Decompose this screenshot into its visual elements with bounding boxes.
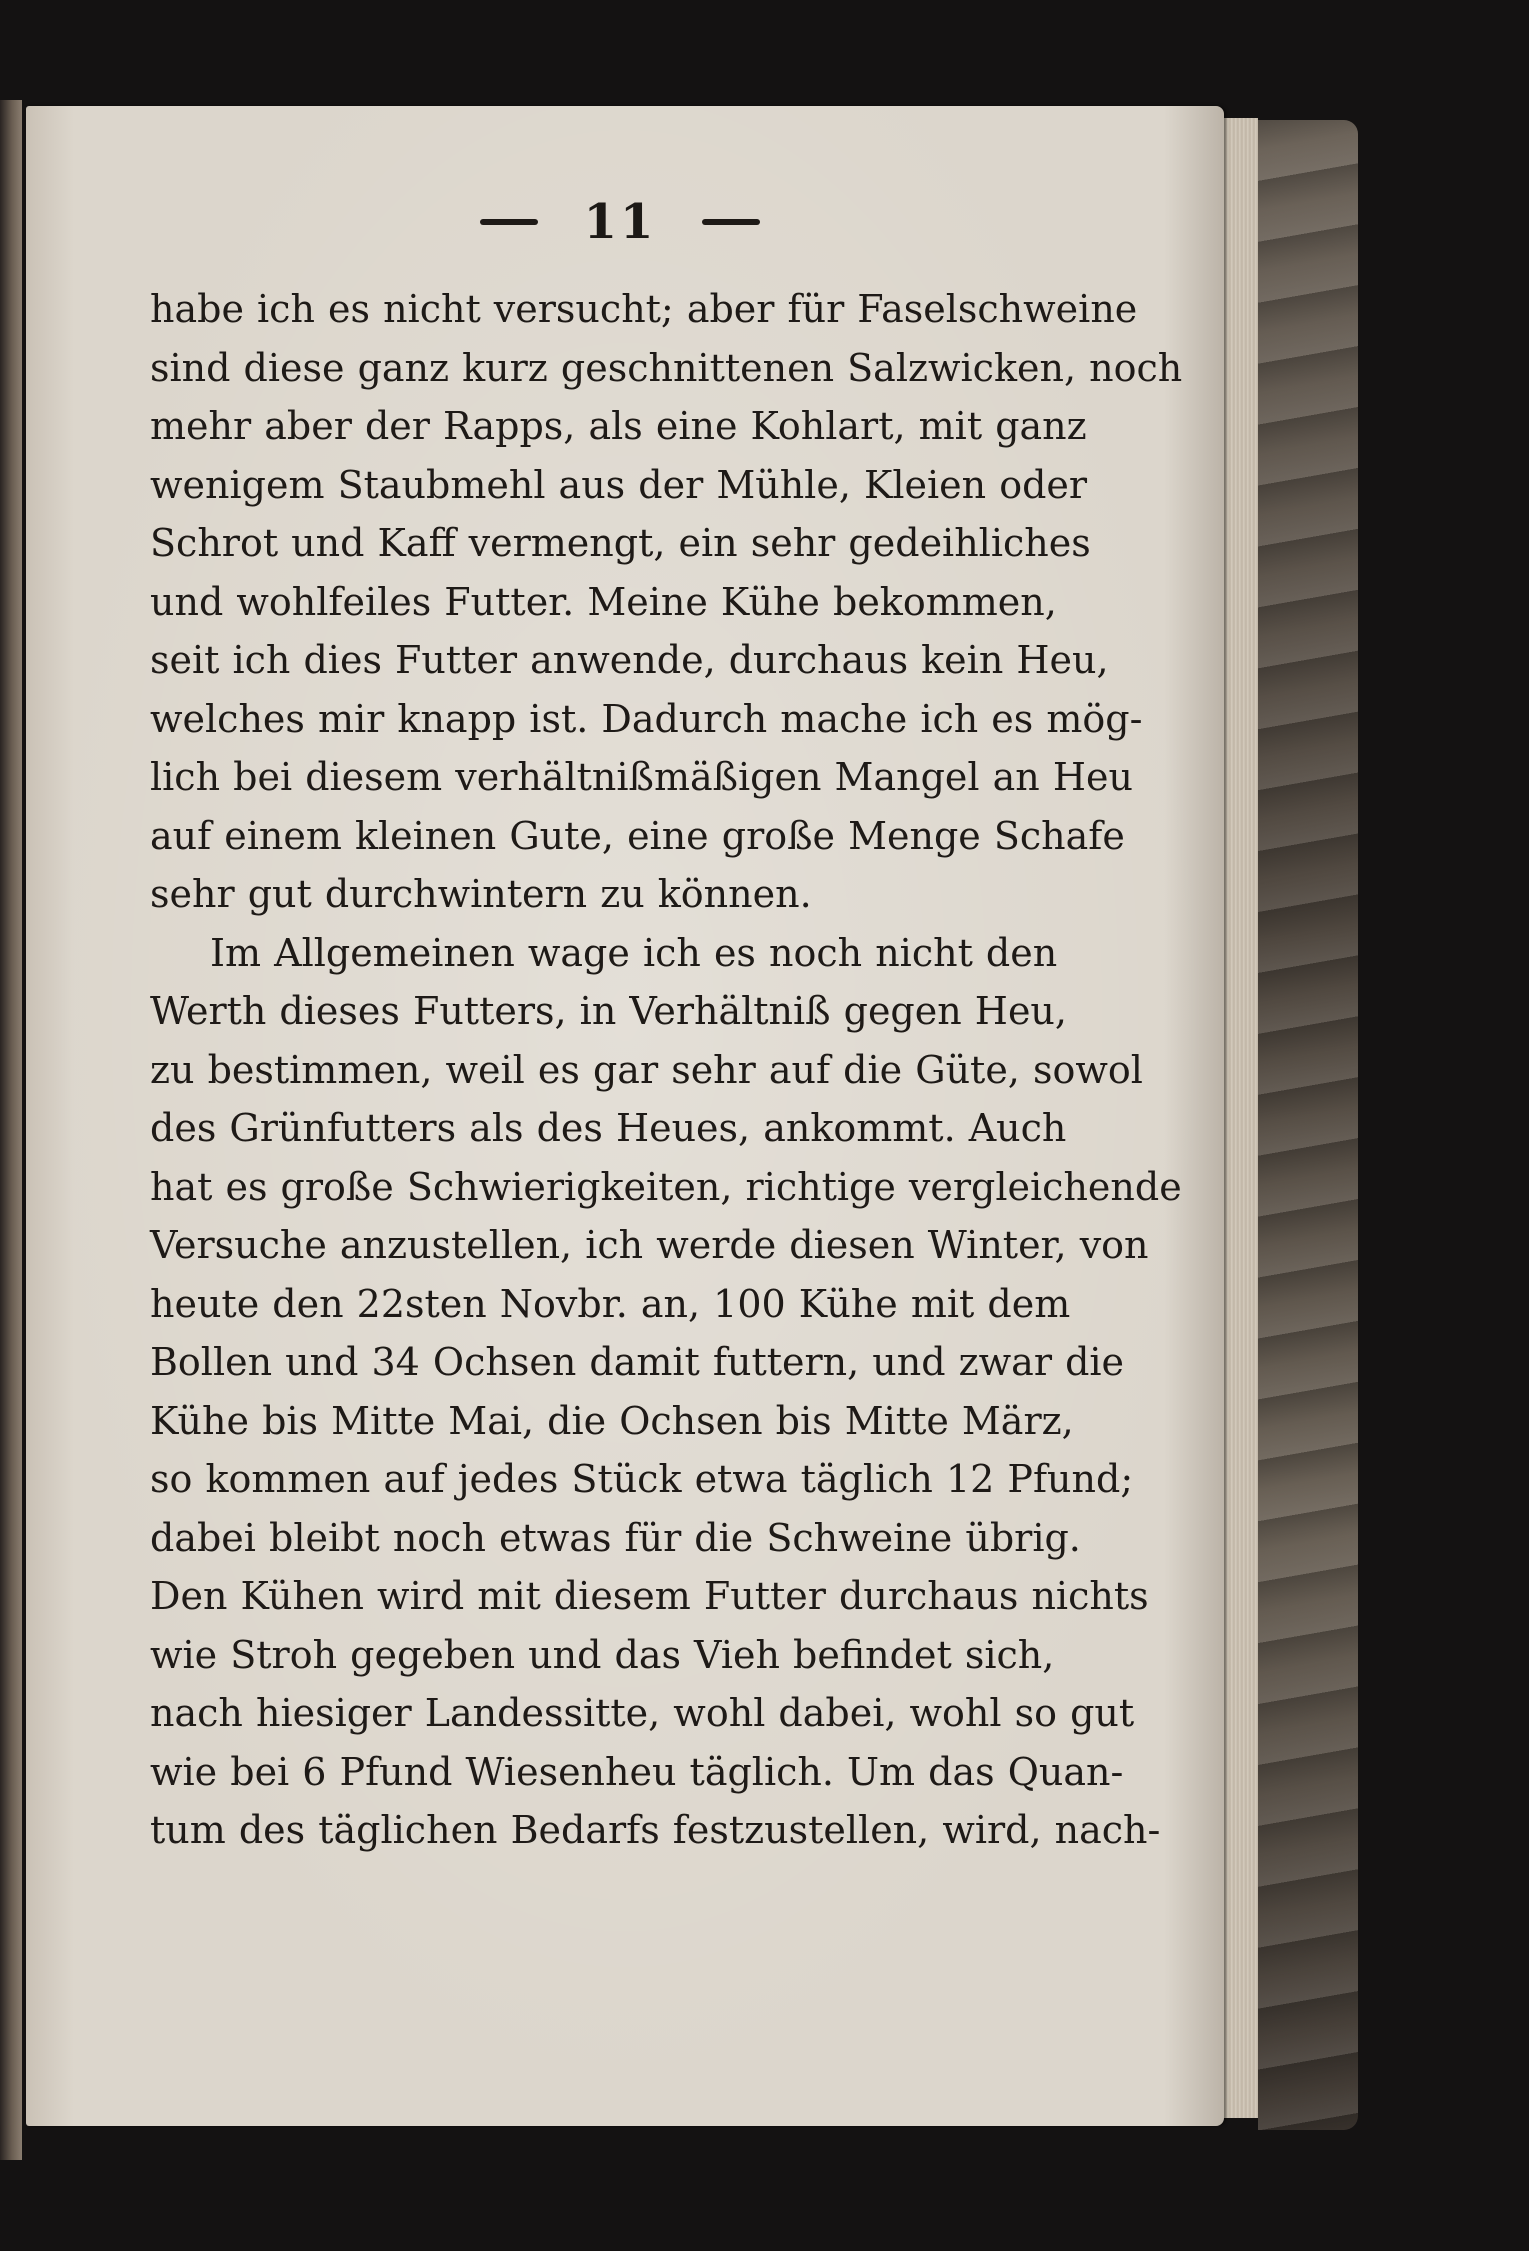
text-line: hat es große Schwierigkeiten, richtige vergleichende: [150, 1164, 1182, 1209]
header-dash-right: [702, 219, 760, 225]
text-line: seit ich dies Futter anwende, durchaus kein Heu,: [150, 638, 1109, 682]
page-header: [410, 182, 830, 262]
text-line: Bollen und 34 Ochsen damit futtern, und zwar die: [150, 1340, 1125, 1384]
text-line: welches mir knapp ist. Dadurch mache ich es mög-: [150, 696, 1143, 741]
body-text: [150, 280, 1183, 1860]
paragraph-start-line: Im Allgemeinen wage ich es noch nicht den: [210, 930, 1058, 975]
text-line: Kühe bis Mitte Mai, die Ochsen bis Mitte März,: [150, 1398, 1074, 1443]
header-dash-left: [480, 219, 538, 225]
text-line: Den Kühen wird mit diesem Futter durchaus nichts: [150, 1574, 1149, 1618]
text-line: auf einem kleinen Gute, eine große Menge Schafe: [150, 813, 1125, 858]
text-line: zu bestimmen, weil es gar sehr auf die Güte, sowol: [150, 1047, 1143, 1092]
text-line: Werth dieses Futters, in Verhältniß gegen Heu,: [150, 989, 1067, 1033]
text-line: lich bei diesem verhältnißmäßigen Mangel an Heu: [150, 755, 1133, 799]
text-line: tum des täglichen Bedarfs festzustellen, wird, nach-: [150, 1808, 1161, 1852]
paragraph-end-line: sehr gut durchwintern zu können.: [150, 872, 812, 916]
page-number: 11: [583, 194, 657, 250]
text-line: so kommen auf jedes Stück etwa täglich 12 Pfund;: [150, 1457, 1134, 1501]
text-line: dabei bleibt noch etwas für die Schweine übrig.: [150, 1515, 1081, 1560]
text-line: wie bei 6 Pfund Wiesenheu täglich. Um das Quan-: [150, 1749, 1124, 1794]
text-line: mehr aber der Rapps, als eine Kohlart, mit ganz: [150, 404, 1087, 448]
text-line: nach hiesiger Landessitte, wohl dabei, wohl so gut: [150, 1691, 1135, 1735]
text-line: und wohlfeiles Futter. Meine Kühe bekommen,: [150, 579, 1057, 624]
text-line: des Grünfutters als des Heues, ankommt. Auch: [150, 1106, 1067, 1150]
text-line: wie Stroh gegeben und das Vieh befindet sich,: [150, 1632, 1055, 1677]
text-line: heute den 22sten Novbr. an, 100 Kühe mit dem: [150, 1281, 1071, 1326]
text-line: Versuche anzustellen, ich werde diesen Winter, von: [150, 1223, 1149, 1267]
previous-page-edge: [0, 100, 22, 2160]
text-line: wenigem Staubmehl aus der Mühle, Kleien oder: [150, 462, 1088, 507]
text-line: sind diese ganz kurz geschnittenen Salzwicken, noch: [150, 345, 1183, 390]
text-line: Schrot und Kaff vermengt, ein sehr gedeihliches: [150, 521, 1091, 565]
book-cover-edge: [1258, 120, 1358, 2130]
text-line: habe ich es nicht versucht; aber für Faselschweine: [150, 287, 1138, 331]
page-stack-edges: [1224, 118, 1258, 2118]
